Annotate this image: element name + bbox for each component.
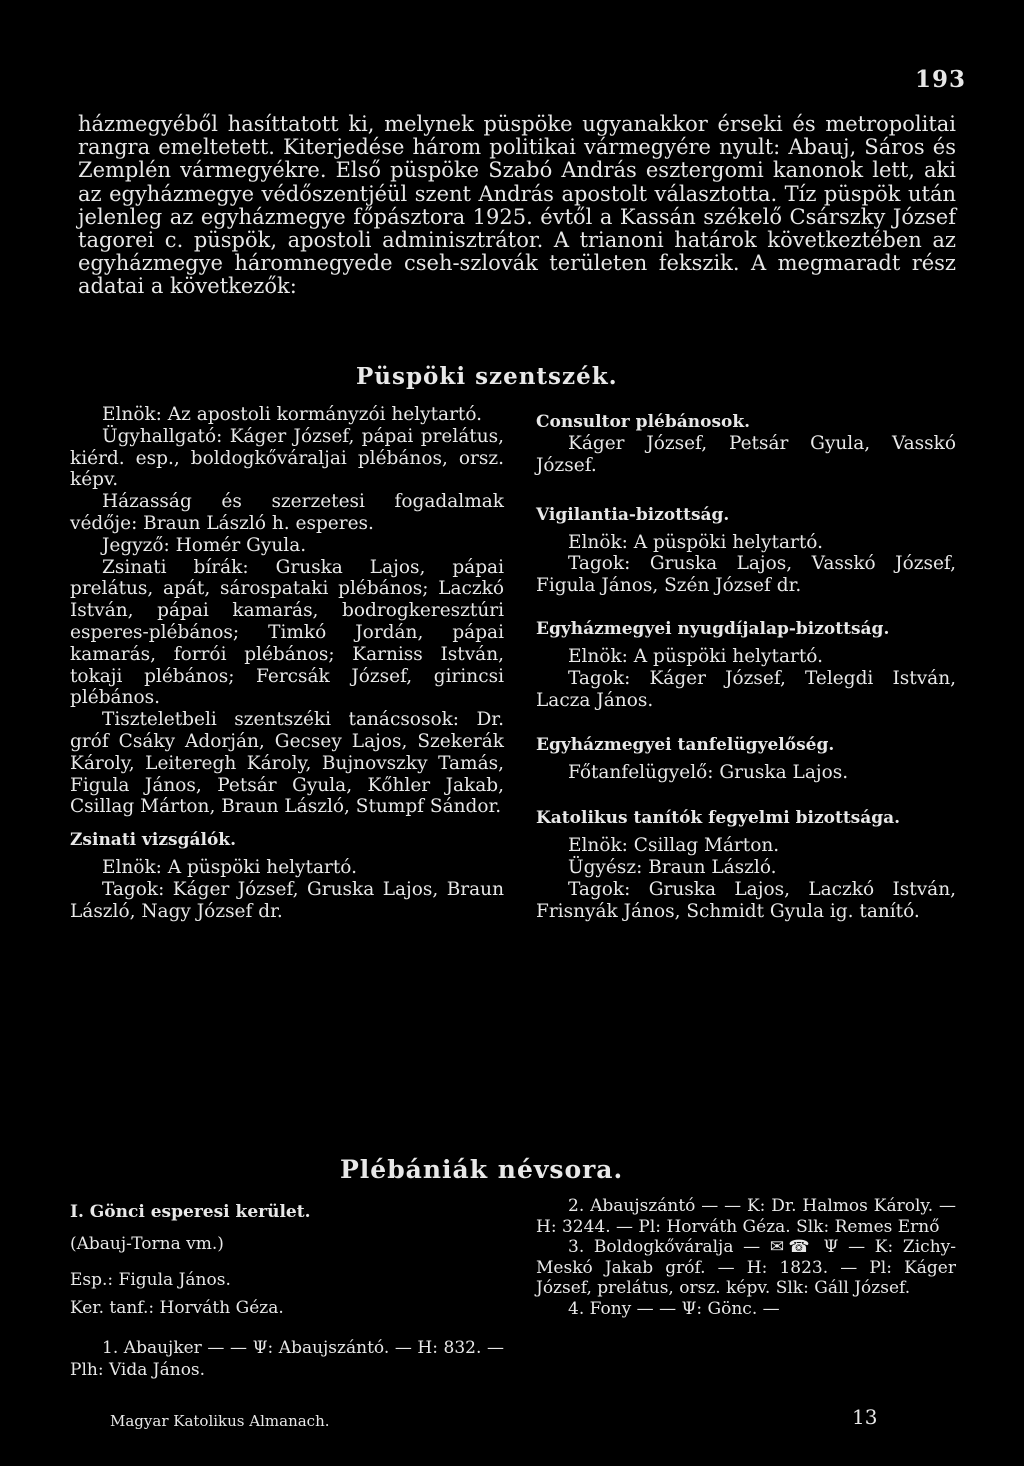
- vigilantia-tagok: Tagok: Gruska Lajos, Vasskó József, Figula János, Szén József dr.: [536, 553, 956, 597]
- left-column: [70, 404, 504, 923]
- heading-puspoki-szentszek: Püspöki szentszék.: [356, 363, 618, 390]
- tiszteletbeli-text: Tiszteletbeli szentszéki tanácsosok: Dr. gróf Csáky Adorján, Gecsey Lajos, Szekerák Károly, Leiteregh Károly, Bujnovszky Tamás, Figula János, Petsár Gyula, Kőhler Jakab, Csillag Márton, Braun László, Stumpf Sándor.: [70, 709, 504, 818]
- vigilantia-title: Vigilantia-bizottság.: [536, 504, 730, 525]
- right-column: [536, 412, 956, 922]
- vizsgalok-tagok: Tagok: Káger József, Gruska Lajos, Braun László, Nagy József dr.: [70, 878, 504, 922]
- page-number: 193: [914, 66, 966, 93]
- nyugdij-title: Egyházmegyei nyugdíjalap-bizottság.: [536, 618, 890, 639]
- plebania-entry-3: 3. Boldogkőváralja — ✉☎ Ψ — K: Zichy-Meskó Jakab gróf. — H: 1823. — Pl: Káger József, prelátus, orsz. képv. Slk: Gáll József.: [536, 1237, 956, 1298]
- tanfelugyeloseg-title: Egyházmegyei tanfelügyelőség.: [536, 735, 835, 756]
- elnok-text: Elnök: Az apostoli kormányzói helytartó.: [102, 404, 483, 425]
- footer-publication: Magyar Katolikus Almanach.: [110, 1412, 330, 1430]
- heading-plebaniak-nevsora: Plébániák névsora.: [340, 1155, 624, 1184]
- kerulet-title: I. Gönci esperesi kerület.: [70, 1202, 311, 1222]
- tanfelugyeloseg-text: Főtanfelügyelő: Gruska Lajos.: [568, 762, 849, 784]
- nyugdij-tagok: Tagok: Káger József, Telegdi István, Lacza János.: [536, 667, 956, 711]
- bottom-left-column: [70, 1202, 504, 1381]
- intro-paragraph: házmegyéből hasíttatott ki, melynek püspöke ugyanakkor érseki és metropolitai rangra emeltetett. Kiterjedése három politikai vármegyére nyult: Abauj, Sáros és Zemplén vármegyékre. Első püspöke Szabó András esztergomi kanonok lett, aki az egyházmegye védőszentjéül szent András apostolt választotta. Tíz püspök után jelenleg az egyházmegye főpásztora 1925. évtől a Kassán székelő Csárszky József tagorei c. püspök, apostoli adminisztrátor. A trianoni határok következtében az egyházmegye háromnegyede cseh-szlovák területen fekszik. A megmaradt rész adatai a következők:: [78, 112, 956, 299]
- kerulet-esp: Esp.: Figula János.: [70, 1270, 231, 1290]
- fegyelmi-ugyesz: Ügyész: Braun László.: [568, 856, 777, 878]
- zsinati-birak-text: Zsinati bírák: Gruska Lajos, pápai prelátus, apát, sárospataki plébános; Laczkó István, pápai kamarás, bodrogkeresztúri esperes-plébános; Timkó Jordán, pápai kamarás, forrói plébános; Karniss István, tokaji plébános; Fercsák József, girincsi plébános.: [70, 556, 504, 709]
- plebania-entry-4: 4. Fony — — Ψ: Gönc. —: [568, 1298, 780, 1319]
- vigilantia-elnok: Elnök: A püspöki helytartó.: [568, 531, 823, 553]
- plebania-entry-2: 2. Abaujszántó — — K: Dr. Halmos Károly. — H: 3244. — Pl: Horváth Géza. Slk: Remes Ernő: [536, 1196, 956, 1237]
- fegyelmi-elnok: Elnök: Csillag Márton.: [568, 835, 780, 857]
- jegyzo-text: Jegyző: Homér Gyula.: [102, 534, 307, 556]
- consultor-title: Consultor plébánosok.: [536, 412, 751, 432]
- plebania-entry-1: 1. Abaujker — — Ψ: Abaujszántó. — H: 832. — Plh: Vida János.: [70, 1338, 504, 1380]
- fegyelmi-title: Katolikus tanítók fegyelmi bizottsága.: [536, 808, 901, 829]
- kerulet-vm: (Abauj-Torna vm.): [70, 1234, 224, 1254]
- hazassag-text: Házasság és szerzetesi fogadalmak védője: Braun László h. esperes.: [70, 491, 504, 534]
- consultor-names: Káger József, Petsár Gyula, Vasskó József.: [536, 433, 956, 476]
- nyugdij-elnok: Elnök: A püspöki helytartó.: [568, 645, 823, 667]
- bottom-right-column: [536, 1196, 956, 1319]
- zsinati-vizsgalok-title: Zsinati vizsgálók.: [70, 830, 236, 851]
- vizsgalok-elnok: Elnök: A püspöki helytartó.: [102, 857, 357, 879]
- fegyelmi-tagok: Tagok: Gruska Lajos, Laczkó István, Frisnyák János, Schmidt Gyula ig. tanító.: [536, 878, 956, 922]
- kerulet-ker: Ker. tanf.: Horváth Géza.: [70, 1298, 284, 1318]
- ugyhallgato-text: Ügyhallgató: Káger József, pápai prelátus, kiérd. esp., boldogkőváraljai plébános, orsz. képv.: [70, 425, 504, 491]
- footer-signature-number: 13: [852, 1405, 878, 1429]
